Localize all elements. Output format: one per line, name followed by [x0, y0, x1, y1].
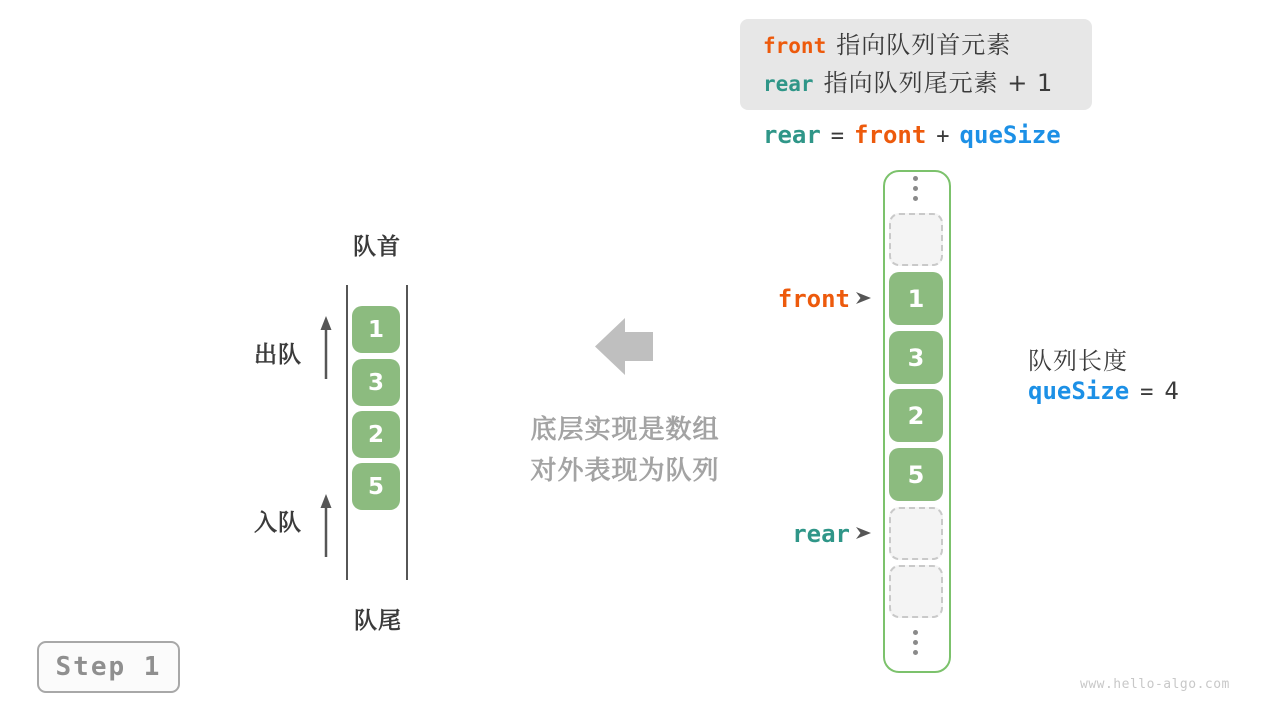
array-cell-empty	[889, 565, 943, 618]
ellipsis-bottom-icon	[913, 630, 918, 655]
formula-quesize: queSize	[959, 121, 1061, 149]
formula-front: front	[854, 121, 927, 149]
array-cell-empty	[889, 507, 943, 560]
queue-left-wall	[346, 285, 348, 580]
array-cell-value: 5	[889, 448, 943, 501]
note-text	[505, 410, 745, 492]
quesize-equation	[1028, 377, 1179, 405]
queue-cell-value: 2	[352, 411, 400, 458]
quesize-var: queSize	[1028, 377, 1130, 405]
array-cell-value: 2	[889, 389, 943, 442]
dequeue-label: 出队	[254, 342, 302, 368]
queue-cell-value: 3	[352, 359, 400, 406]
rear-pointer-arrowhead-icon	[856, 526, 871, 540]
legend-line-rear	[763, 65, 1092, 103]
front-description: 指向队列首元素	[836, 31, 1012, 59]
formula-equals: =	[830, 124, 845, 149]
formula	[763, 121, 1061, 149]
rear-pointer-label: rear	[792, 520, 850, 548]
left-block-arrow-icon	[595, 318, 653, 375]
array-cell-empty	[889, 213, 943, 266]
queue-length-label: 队列长度	[1028, 347, 1128, 375]
watermark: www.hello-algo.com	[1080, 677, 1230, 692]
formula-rear: rear	[763, 121, 821, 149]
front-pointer-label: front	[777, 285, 850, 313]
legend-line-front	[763, 27, 1092, 65]
rear-code-label: rear	[763, 72, 814, 96]
enqueue-up-arrow-icon	[318, 494, 334, 558]
quesize-equals: =	[1140, 380, 1154, 405]
queue-right-wall	[406, 285, 408, 580]
queue-tail-label: 队尾	[354, 608, 402, 634]
front-code-label: front	[763, 34, 827, 58]
queue-head-label: 队首	[353, 234, 401, 260]
queue-cell-value: 1	[352, 306, 400, 353]
step-badge: Step 1	[37, 641, 180, 693]
formula-plus: +	[936, 124, 950, 149]
note-line2: 对外表现为队列	[530, 456, 720, 486]
quesize-value: 4	[1164, 377, 1179, 405]
array-cell-value: 1	[889, 272, 943, 325]
array-cell-value: 3	[889, 331, 943, 384]
dequeue-up-arrow-icon	[318, 316, 334, 380]
ellipsis-top-icon	[913, 176, 918, 201]
note-line1: 底层实现是数组	[530, 415, 720, 445]
legend-box	[740, 19, 1092, 110]
enqueue-label: 入队	[254, 510, 302, 536]
front-pointer-arrowhead-icon	[856, 291, 871, 305]
queue-cell-value: 5	[352, 463, 400, 510]
rear-description: 指向队列尾元素 + 1	[823, 69, 1054, 97]
